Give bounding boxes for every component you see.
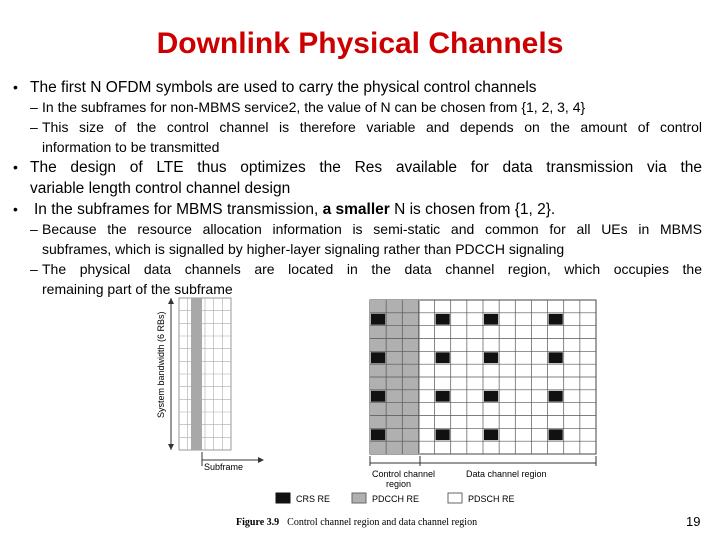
legend-pdcch-swatch (352, 493, 366, 503)
bullet-2-line-1: The design of LTE thus optimizes the Res available for data transmission via the (30, 159, 702, 176)
crs-cell (436, 391, 450, 402)
y-axis-label: System bandwidth (6 RBs) (156, 311, 166, 418)
crs-cell (484, 314, 498, 325)
subframe-grid-left (179, 298, 231, 450)
bullet-2-line-2: variable length control channel design (30, 180, 291, 197)
bullet-3-sub-2: – The physical data channels are located in the data channel region, which occupies the (30, 261, 702, 277)
control-region-label-2: region (386, 479, 412, 489)
bullet-dot: • (13, 79, 18, 95)
bullet-1 (13, 77, 537, 98)
crs-cell (436, 314, 450, 325)
legend-pdsch-label: PDSCH RE (468, 494, 515, 504)
crs-cell (549, 352, 563, 363)
bullet-2-cont (30, 178, 290, 199)
resource-grid-figure (150, 296, 720, 540)
crs-cell (549, 429, 563, 440)
bullet-1-sub-2: – This size of the control channel is therefore variable and depends on the amount of control (30, 119, 702, 135)
bullet-3-sub-1: – Because the resource allocation information is semi-static and common for all UEs in MBMS (30, 221, 702, 237)
crs-cell (549, 314, 563, 325)
slide-title: Downlink Physical Channels (156, 27, 564, 60)
control-region-label: Control channel (372, 469, 436, 479)
bullet-dot: • (13, 159, 18, 175)
crs-cell (484, 352, 498, 363)
crs-cell (436, 352, 450, 363)
legend-crs-swatch (276, 493, 290, 503)
resource-grid-main (370, 300, 596, 454)
crs-cell (371, 429, 385, 440)
data-region-label: Data channel region (466, 469, 547, 479)
legend-pdcch-label: PDCCH RE (372, 494, 420, 504)
crs-cell (484, 391, 498, 402)
crs-cell (549, 391, 563, 402)
crs-cell (371, 314, 385, 325)
bullet-3: • In the subframes for MBMS transmission, a smaller N is chosen from {1, 2}. (13, 201, 556, 218)
crs-cell (371, 391, 385, 402)
bullet-3-sub-2-cont: remaining part of the subframe (42, 281, 233, 297)
bullet-3-sub-1-cont: subframes, which is signalled by higher-layer signaling rather than PDCCH signaling (42, 241, 565, 257)
bullet-1-text: The first N OFDM symbols are used to carry the physical control channels (30, 79, 537, 96)
bullet-dot: • (13, 201, 18, 217)
figure-caption: Figure 3.9 Control channel region and data channel region (236, 517, 478, 528)
legend-pdsch-swatch (448, 493, 462, 503)
crs-cell (371, 352, 385, 363)
crs-cell (436, 429, 450, 440)
crs-cell (484, 429, 498, 440)
bullet-1-sub-1: – In the subframes for non-MBMS service2, the value of N can be chosen from {1, 2, 3, 4} (30, 99, 586, 115)
legend (276, 493, 515, 504)
subframe-label: Subframe (204, 462, 244, 472)
bullet-2 (13, 157, 702, 178)
bullet-1-sub-2-cont: information to be transmitted (42, 139, 220, 155)
legend-crs-label: CRS RE (296, 494, 331, 504)
page-number: 19 (686, 514, 701, 529)
